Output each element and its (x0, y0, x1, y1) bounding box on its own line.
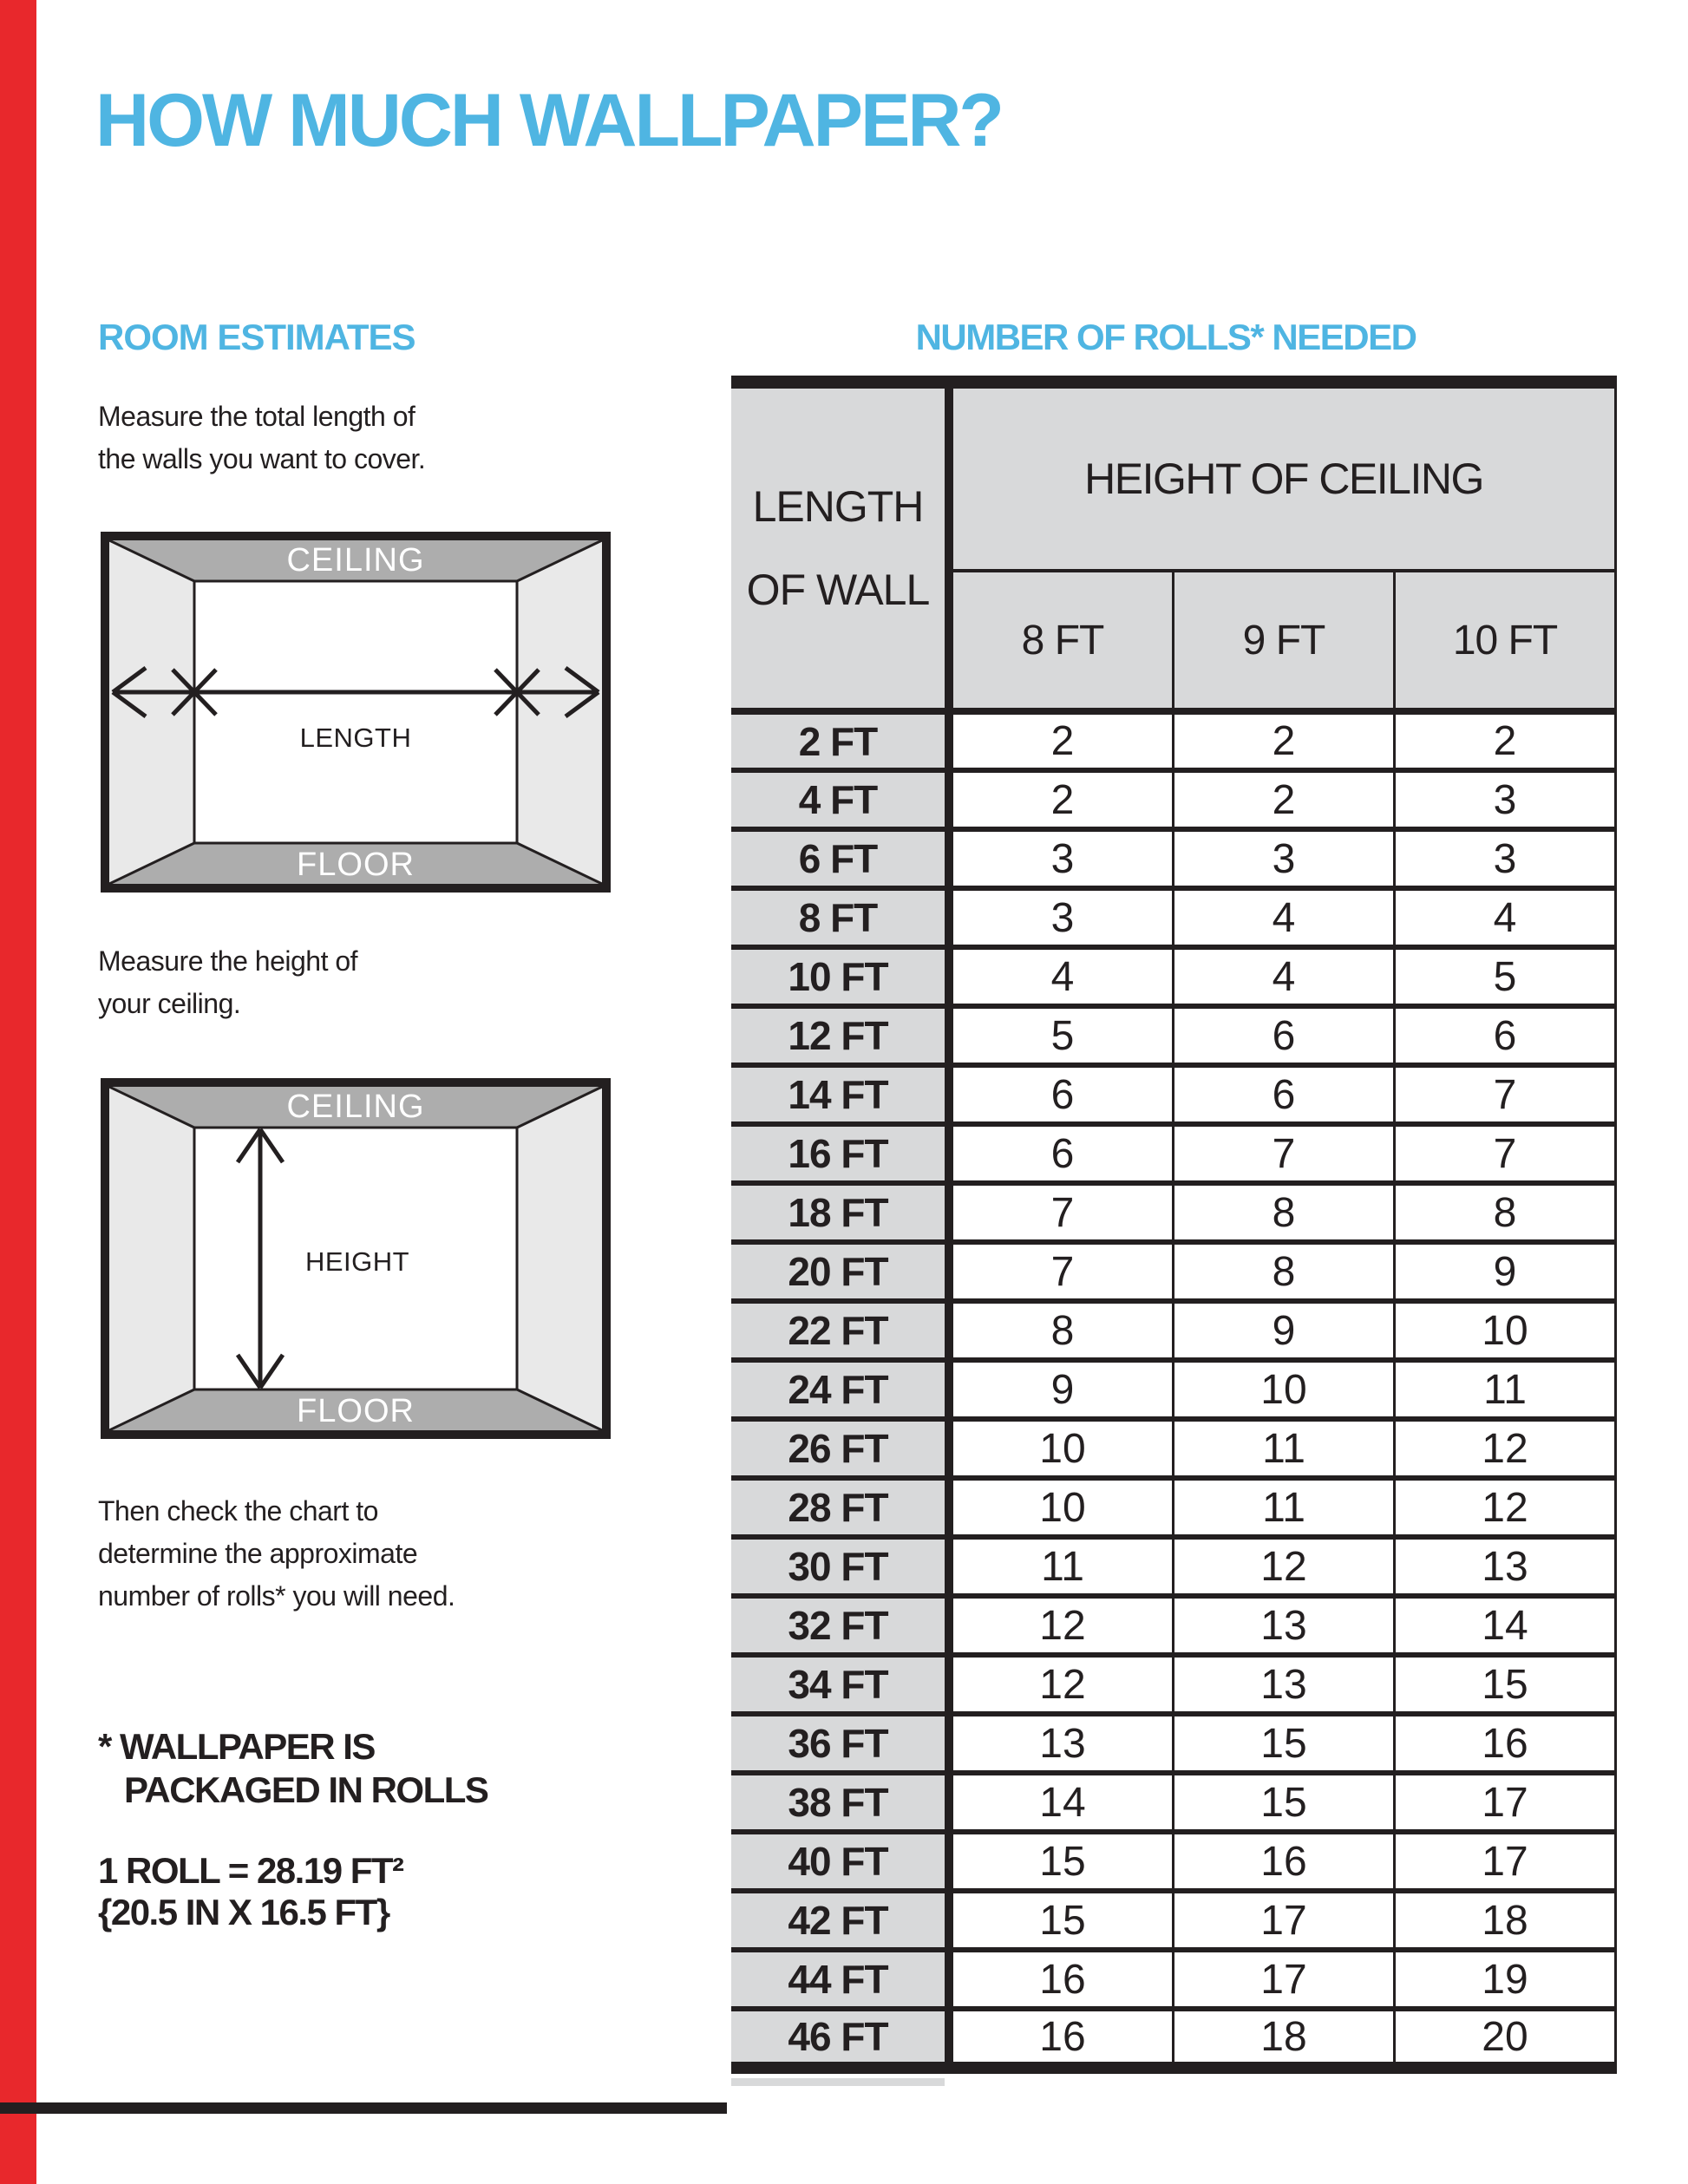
section-heading-rolls-needed: NUMBER OF ROLLS* NEEDED (915, 317, 1416, 357)
value-cell: 12 (1174, 1537, 1395, 1596)
value-cell: 2 (949, 770, 1174, 829)
instruction-check-chart (98, 1490, 455, 1618)
value-cell: 3 (949, 888, 1174, 947)
value-cell: 7 (949, 1183, 1174, 1242)
table-row (731, 1950, 1616, 2009)
ceiling-label: CEILING (286, 1089, 425, 1125)
value-cell: 20 (1395, 2009, 1616, 2068)
packaging-footnote (98, 1725, 487, 1812)
instruction-line: your ceiling. (98, 988, 241, 1019)
value-cell: 11 (1174, 1478, 1395, 1537)
value-cell: 8 (1395, 1183, 1616, 1242)
group-header-cell: HEIGHT OF CEILING (949, 383, 1616, 572)
value-cell: 15 (1174, 1773, 1395, 1832)
instruction-line: number of rolls* you will need. (98, 1580, 455, 1612)
value-cell: 5 (1395, 947, 1616, 1006)
roll-size-spec (98, 1850, 403, 1933)
bottom-rule (0, 2102, 727, 2114)
value-cell: 2 (1174, 770, 1395, 829)
row-label-cell: 18 FT (731, 1183, 949, 1242)
value-cell: 16 (949, 2009, 1174, 2068)
value-cell: 4 (1174, 947, 1395, 1006)
value-cell: 9 (949, 1360, 1174, 1419)
table-row (731, 947, 1616, 1006)
instruction-line: Measure the total length of (98, 401, 415, 432)
table-footer-stub (731, 2078, 945, 2086)
value-cell: 3 (1395, 770, 1616, 829)
value-cell: 12 (949, 1655, 1174, 1714)
value-cell: 7 (1395, 1124, 1616, 1183)
footnote-line: * WALLPAPER IS (98, 1726, 375, 1767)
value-cell: 9 (1395, 1242, 1616, 1301)
value-cell: 4 (949, 947, 1174, 1006)
right-wall-surface (517, 1087, 602, 1430)
instruction-line: Then check the chart to (98, 1495, 378, 1527)
roll-spec-line: 1 ROLL = 28.19 FT² (98, 1850, 403, 1891)
table-row (731, 888, 1616, 947)
row-label-cell: 34 FT (731, 1655, 949, 1714)
height-arrow (238, 1129, 283, 1388)
instruction-line: the walls you want to cover. (98, 443, 426, 474)
footnote-line: PACKAGED IN ROLLS (124, 1769, 488, 1810)
value-cell: 11 (949, 1537, 1174, 1596)
row-header-cell (731, 383, 949, 712)
table-row (731, 1301, 1616, 1360)
value-cell: 16 (1174, 1832, 1395, 1891)
table-row (731, 1773, 1616, 1832)
value-cell: 12 (1395, 1419, 1616, 1478)
value-cell: 16 (1395, 1714, 1616, 1773)
row-label-cell: 30 FT (731, 1537, 949, 1596)
column-header-9ft: 9 FT (1174, 571, 1395, 711)
right-wall-surface (517, 540, 602, 884)
value-cell: 13 (949, 1714, 1174, 1773)
row-label-cell: 36 FT (731, 1714, 949, 1773)
instruction-measure-height (98, 940, 357, 1025)
table-row (731, 1891, 1616, 1950)
floor-label: FLOOR (297, 1393, 415, 1429)
row-header-line: OF WALL (746, 566, 930, 614)
value-cell: 5 (949, 1006, 1174, 1065)
value-cell: 8 (1174, 1242, 1395, 1301)
floor-label: FLOOR (297, 847, 415, 883)
value-cell: 10 (1174, 1360, 1395, 1419)
row-label-cell: 6 FT (731, 829, 949, 888)
table-row (731, 1419, 1616, 1478)
instruction-line: determine the approximate (98, 1538, 418, 1569)
row-label-cell: 42 FT (731, 1891, 949, 1950)
value-cell: 15 (949, 1832, 1174, 1891)
table-row (731, 1242, 1616, 1301)
row-label-cell: 44 FT (731, 1950, 949, 2009)
instruction-line: Measure the height of (98, 945, 358, 977)
value-cell: 4 (1174, 888, 1395, 947)
table-row (731, 2009, 1616, 2068)
page-title: HOW MUCH WALLPAPER? (95, 79, 1002, 162)
table-row (731, 1714, 1616, 1773)
value-cell: 4 (1395, 888, 1616, 947)
column-header-10ft: 10 FT (1395, 571, 1616, 711)
value-cell: 3 (1395, 829, 1616, 888)
value-cell: 15 (1174, 1714, 1395, 1773)
value-cell: 7 (949, 1242, 1174, 1301)
value-cell: 15 (949, 1891, 1174, 1950)
row-label-cell: 16 FT (731, 1124, 949, 1183)
row-label-cell: 28 FT (731, 1478, 949, 1537)
length-dimension-label: LENGTH (299, 723, 412, 753)
value-cell: 11 (1174, 1419, 1395, 1478)
value-cell: 10 (949, 1478, 1174, 1537)
column-header-8ft: 8 FT (949, 571, 1174, 711)
rolls-table (731, 376, 1617, 2074)
table-row (731, 829, 1616, 888)
row-label-cell: 24 FT (731, 1360, 949, 1419)
value-cell: 6 (949, 1124, 1174, 1183)
table-row (731, 770, 1616, 829)
value-cell: 19 (1395, 1950, 1616, 2009)
value-cell: 13 (1174, 1596, 1395, 1655)
value-cell: 17 (1395, 1773, 1616, 1832)
value-cell: 17 (1395, 1832, 1616, 1891)
table-row (731, 711, 1616, 770)
row-label-cell: 22 FT (731, 1301, 949, 1360)
height-dimension-label: HEIGHT (304, 1246, 410, 1277)
row-label-cell: 40 FT (731, 1832, 949, 1891)
room-height-diagram (101, 1078, 611, 1439)
section-heading-room-estimates: ROOM ESTIMATES (98, 317, 415, 357)
value-cell: 8 (949, 1301, 1174, 1360)
row-label-cell: 32 FT (731, 1596, 949, 1655)
table-row (731, 1655, 1616, 1714)
value-cell: 2 (1395, 711, 1616, 770)
table-row (731, 1596, 1616, 1655)
row-header-line: LENGTH (752, 482, 924, 531)
value-cell: 12 (949, 1596, 1174, 1655)
value-cell: 10 (949, 1419, 1174, 1478)
row-label-cell: 14 FT (731, 1065, 949, 1124)
value-cell: 7 (1174, 1124, 1395, 1183)
value-cell: 6 (1395, 1006, 1616, 1065)
value-cell: 17 (1174, 1950, 1395, 2009)
ceiling-label: CEILING (286, 542, 425, 579)
value-cell: 14 (949, 1773, 1174, 1832)
value-cell: 6 (1174, 1065, 1395, 1124)
table-row (731, 1360, 1616, 1419)
value-cell: 9 (1174, 1301, 1395, 1360)
row-label-cell: 46 FT (731, 2009, 949, 2068)
value-cell: 8 (1174, 1183, 1395, 1242)
row-label-cell: 10 FT (731, 947, 949, 1006)
value-cell: 18 (1174, 2009, 1395, 2068)
rolls-table-header (731, 383, 1616, 712)
left-wall-surface (109, 1087, 194, 1430)
rolls-table-body (731, 711, 1616, 2068)
table-row (731, 1124, 1616, 1183)
value-cell: 3 (1174, 829, 1395, 888)
value-cell: 14 (1395, 1596, 1616, 1655)
value-cell: 6 (1174, 1006, 1395, 1065)
table-row (731, 1065, 1616, 1124)
row-label-cell: 8 FT (731, 888, 949, 947)
value-cell: 12 (1395, 1478, 1616, 1537)
instruction-measure-length (98, 396, 425, 481)
value-cell: 7 (1395, 1065, 1616, 1124)
table-row (731, 1832, 1616, 1891)
table-row (731, 1537, 1616, 1596)
table-row (731, 1478, 1616, 1537)
row-label-cell: 38 FT (731, 1773, 949, 1832)
room-length-diagram (101, 532, 611, 893)
row-label-cell: 20 FT (731, 1242, 949, 1301)
value-cell: 6 (949, 1065, 1174, 1124)
table-row (731, 1006, 1616, 1065)
row-label-cell: 2 FT (731, 711, 949, 770)
back-wall (194, 581, 517, 843)
value-cell: 13 (1174, 1655, 1395, 1714)
value-cell: 18 (1395, 1891, 1616, 1950)
row-label-cell: 12 FT (731, 1006, 949, 1065)
value-cell: 15 (1395, 1655, 1616, 1714)
row-label-cell: 26 FT (731, 1419, 949, 1478)
value-cell: 13 (1395, 1537, 1616, 1596)
value-cell: 11 (1395, 1360, 1616, 1419)
value-cell: 2 (1174, 711, 1395, 770)
value-cell: 10 (1395, 1301, 1616, 1360)
left-edge-accent-bar (0, 0, 36, 2184)
value-cell: 2 (949, 711, 1174, 770)
value-cell: 3 (949, 829, 1174, 888)
left-wall-surface (109, 540, 194, 884)
roll-spec-line: {20.5 IN X 16.5 FT} (98, 1892, 389, 1932)
table-row (731, 1183, 1616, 1242)
value-cell: 17 (1174, 1891, 1395, 1950)
row-label-cell: 4 FT (731, 770, 949, 829)
value-cell: 16 (949, 1950, 1174, 2009)
